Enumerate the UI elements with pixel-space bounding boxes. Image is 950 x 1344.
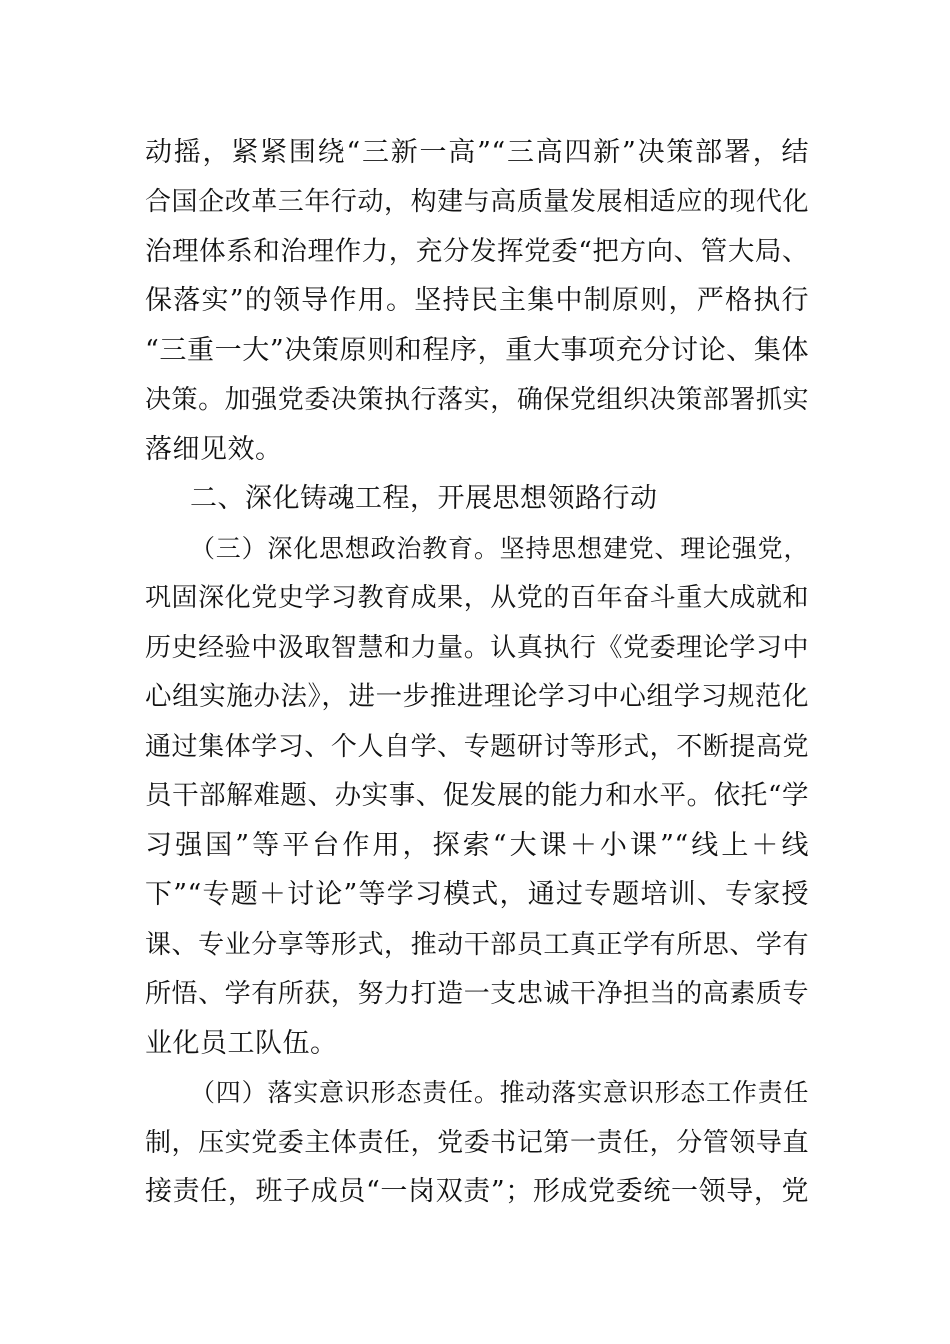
text-line: 下”“专题＋讨论”等学习模式，通过专题培训、专家授 [145,879,809,910]
text-line: 动摇，紧紧围绕“三新一高”“三高四新”决策部署，结 [145,137,809,168]
text-line: “三重一大”决策原则和程序，重大事项充分讨论、集体 [145,335,809,366]
text-line: 历史经验中汲取智慧和力量。认真执行《党委理论学习中 [145,633,809,663]
text-line: 制，压实党委主体责任，党委书记第一责任，分管领导直 [145,1128,809,1158]
text-line: 员干部解难题、办实事、促发展的能力和水平。依托“学 [145,780,809,811]
text-line: 通过集体学习、个人自学、专题研讨等形式，不断提高党 [145,732,809,762]
text-line: 保落实”的领导作用。坚持民主集中制原则，严格执行 [145,285,809,316]
text-line: 巩固深化党史学习教育成果，从党的百年奋斗重大成就和 [145,583,809,613]
text-line: 所悟、学有所获，努力打造一支忠诚干净担当的高素质专 [145,979,809,1009]
paragraph-start: （三）深化思想政治教育。坚持思想建党、理论强党， [190,534,809,563]
text-line: 落细见效。 [145,434,283,465]
paragraph-start: （四）落实意识形态责任。推动落实意识形态工作责任 [190,1078,809,1107]
text-line: 接责任，班子成员“一岗双责”；形成党委统一领导，党 [145,1176,809,1207]
text-line: 业化员工队伍。 [145,1028,338,1059]
section-heading: 二、深化铸魂工程，开展思想领路行动 [190,483,658,514]
text-line: 心组实施办法》，进一步推进理论学习中心组学习规范化 [145,681,809,712]
text-line: 合国企改革三年行动，构建与高质量发展相适应的现代化 [145,187,809,217]
text-line: 课、专业分享等形式，推动干部员工真正学有所思、学有 [145,930,809,960]
text-line: 治理体系和治理作力，充分发挥党委“把方向、管大局、 [145,236,809,267]
text-line: 决策。加强党委决策执行落实，确保党组织决策部署抓实 [145,385,809,415]
text-line: 习强国”等平台作用，探索“大课＋小课”“线上＋线 [145,830,809,861]
